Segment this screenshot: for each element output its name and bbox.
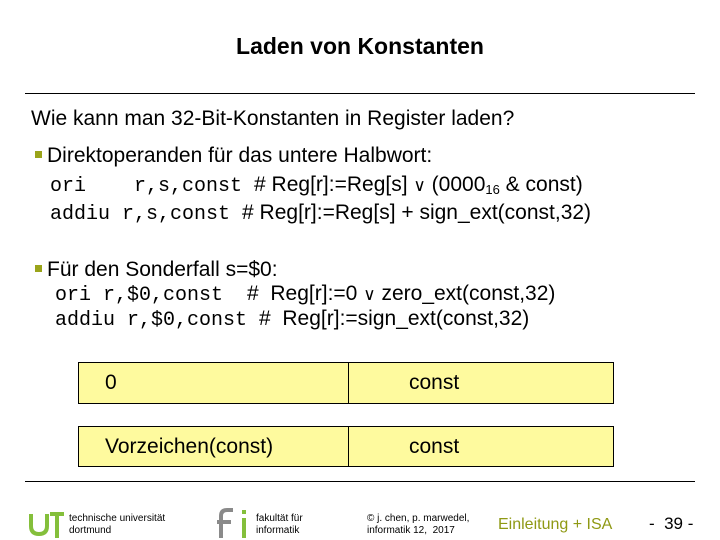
bullet-icon	[35, 151, 42, 158]
box-divider	[348, 427, 349, 466]
code-addiu: addiu r,s,const	[50, 203, 243, 226]
box-lower-half: const	[409, 434, 460, 458]
faculty-name: fakultät für informatik	[256, 513, 303, 536]
or-symbol: ∨	[413, 176, 426, 195]
tu-logo-icon	[28, 510, 68, 540]
register-box-sign-ext	[78, 426, 614, 467]
code-ori: ori r,s,const	[50, 175, 255, 198]
comment-part-b: zero_ext(const,32)	[375, 282, 556, 305]
title-rule	[25, 93, 695, 94]
slide-title: Laden von Konstanten	[236, 33, 484, 59]
code-line-addiu-zero	[55, 307, 529, 332]
comment-part-a: # Reg[r]:=Reg[s]	[254, 173, 414, 196]
comment-part-c: & const)	[499, 173, 583, 196]
comment-addiu: # Reg[r]:=Reg[s] + sign_ext(const,32)	[242, 201, 592, 224]
box-upper-half: Vorzeichen(const)	[105, 434, 274, 458]
section-name: Einleitung + ISA	[498, 516, 613, 533]
bullet-special-case	[35, 258, 278, 282]
code-line-ori	[50, 173, 583, 198]
subscript-base: 16	[485, 182, 500, 197]
register-box-zero-ext	[78, 362, 614, 404]
bullet-direct-operands	[35, 144, 432, 168]
copyright-text: © j. chen, p. marwedel, informatik 12, 2017	[367, 513, 470, 536]
page-number: - 39 -	[649, 514, 694, 533]
code-line-ori-zero	[55, 282, 555, 307]
bullet-label: Für den Sonderfall s=$0:	[47, 258, 278, 281]
university-name: technische universität dortmund	[69, 513, 166, 536]
box-upper-half: 0	[105, 371, 117, 394]
box-divider	[348, 363, 349, 403]
code-ori-zero: ori r,$0,const	[55, 284, 248, 307]
fi-logo-icon	[215, 508, 255, 540]
code-addiu-zero: addiu r,$0,const	[55, 309, 260, 332]
comment-part-a: # Reg[r]:=0	[247, 282, 364, 305]
box-lower-half: const	[409, 371, 460, 394]
footer-rule	[25, 481, 695, 482]
question-text: Wie kann man 32-Bit-Konstanten in Register laden?	[31, 107, 515, 130]
bullet-label: Direktoperanden für das untere Halbwort:	[47, 144, 433, 167]
or-symbol: ∨	[363, 285, 376, 304]
bullet-icon	[35, 265, 42, 272]
comment-part-b: (0000	[425, 173, 486, 196]
comment-addiu-zero: # Reg[r]:=sign_ext(const,32)	[259, 307, 530, 330]
code-line-addiu	[50, 201, 591, 226]
